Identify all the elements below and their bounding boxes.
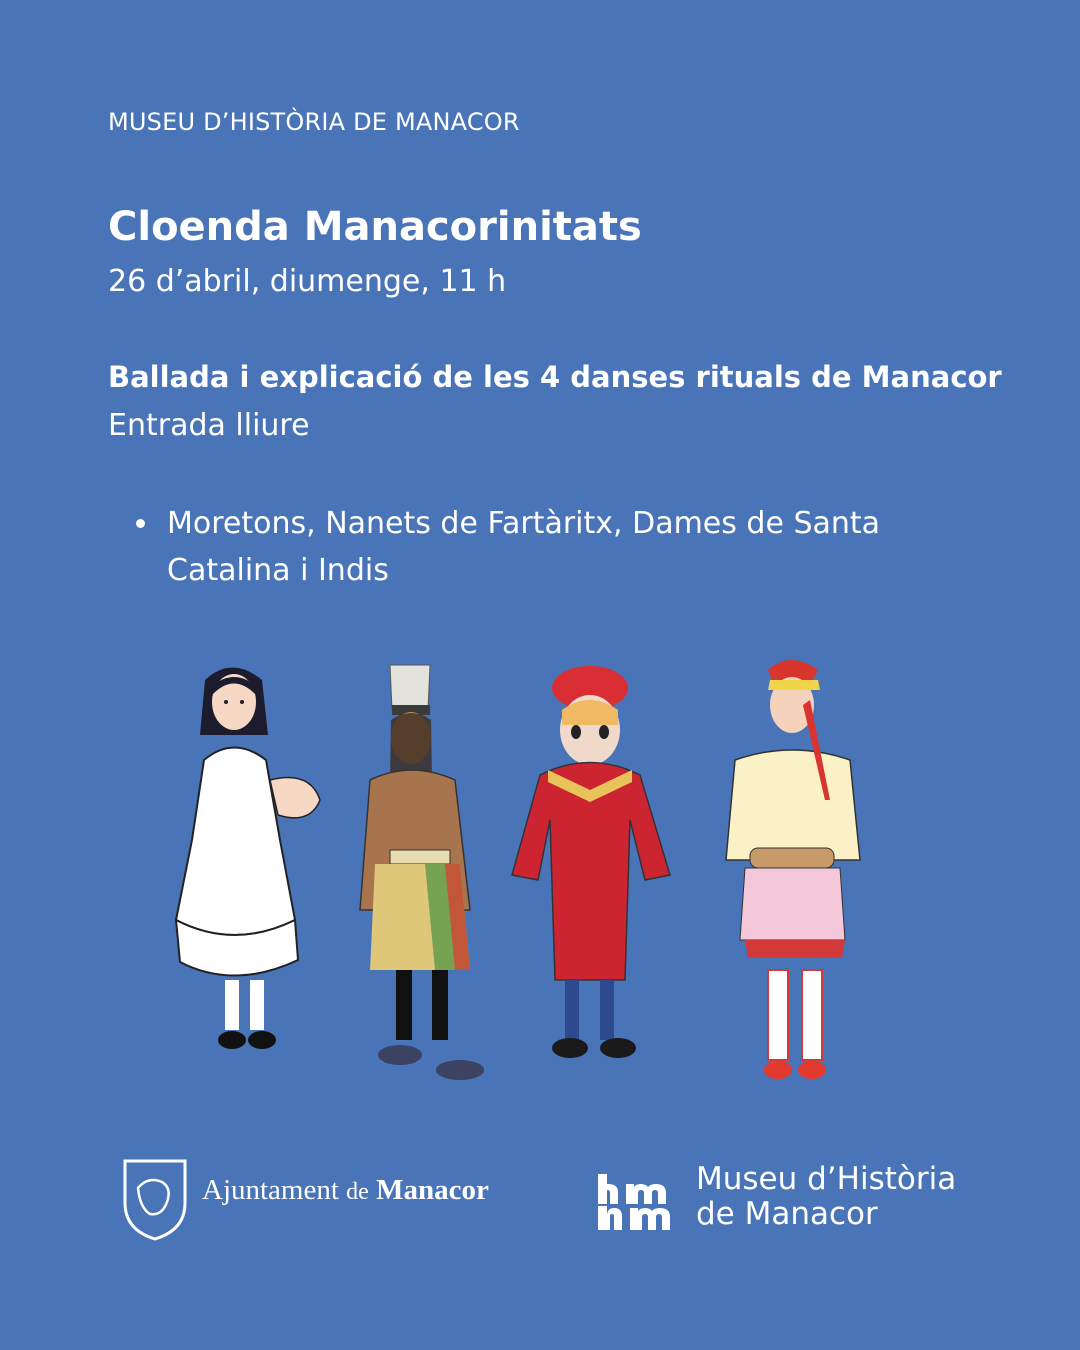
- event-title: Cloenda Manacorinitats: [108, 204, 642, 250]
- ajuntament-logo: [122, 1158, 542, 1244]
- event-date: 26 d’abril, diumenge, 11 h: [108, 264, 507, 299]
- list-item: Moretons, Nanets de Fartàritx, Dames de Santa Catalina i Indis: [136, 500, 916, 594]
- ajuntament-city: Manacor: [376, 1174, 489, 1206]
- museu-logo: [596, 1160, 996, 1240]
- museu-name-line1: Museu d’Història: [696, 1161, 957, 1197]
- nanet-figure: [512, 666, 670, 1058]
- dancers-illustration: [170, 650, 890, 1110]
- event-entry: Entrada lliure: [108, 408, 310, 443]
- moreto-figure: [726, 660, 860, 1079]
- ajuntament-name: [202, 1174, 489, 1207]
- indi-figure: [360, 665, 484, 1080]
- ajuntament-connector: de: [346, 1179, 369, 1205]
- hmm-monogram-icon: [596, 1160, 684, 1234]
- museu-name: [696, 1162, 956, 1232]
- event-subtitle: Ballada i explicació de les 4 danses rituals de Manacor: [108, 360, 1002, 394]
- shield-icon: [122, 1158, 188, 1242]
- dance-list: [136, 500, 916, 594]
- dama-figure: [176, 668, 320, 1050]
- ajuntament-prefix: Ajuntament: [202, 1174, 339, 1206]
- museu-name-line2: de Manacor: [696, 1196, 878, 1232]
- kicker: MUSEU D’HISTÒRIA DE MANACOR: [108, 108, 520, 136]
